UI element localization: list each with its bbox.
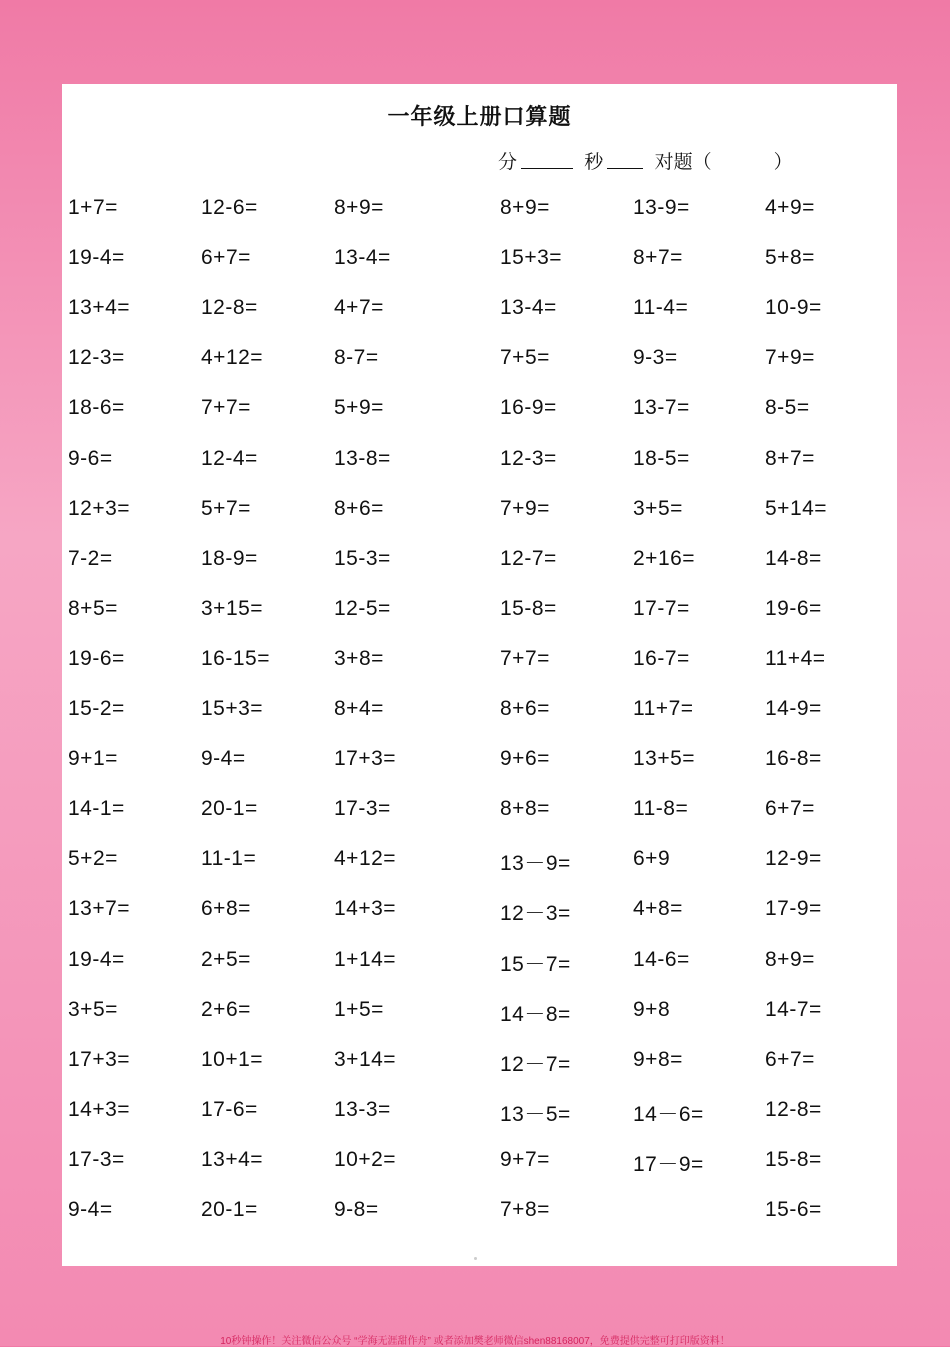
problem-r4-c4: 7+5=	[500, 346, 550, 369]
problem-r15-c6: 17-9=	[765, 897, 822, 920]
problem-r21-c2: 20-1=	[201, 1198, 258, 1221]
problem-r11-c2: 15+3=	[201, 697, 264, 720]
problem-r16-c5: 14-6=	[633, 948, 690, 971]
problem-r7-c5: 3+5=	[633, 497, 683, 520]
problem-r13-c5: 11-8=	[633, 797, 689, 820]
problem-r20-c2: 13+4=	[201, 1148, 264, 1171]
problem-r18-c2: 10+1=	[201, 1048, 264, 1071]
problem-r9-c4: 15-8=	[500, 597, 557, 620]
problem-r8-c5: 2+16=	[633, 547, 696, 570]
problem-r21-c1: 9-4=	[68, 1198, 113, 1221]
problem-r14-c3: 4+12=	[334, 847, 397, 870]
problem-r10-c5: 16-7=	[633, 647, 690, 670]
problem-r19-c3: 13-3=	[334, 1098, 391, 1121]
problem-r13-c4: 8+8=	[500, 797, 550, 820]
problem-r21-c3: 9-8=	[334, 1198, 379, 1221]
problem-r14-c6: 12-9=	[765, 847, 822, 870]
problem-r2-c5: 8+7=	[633, 246, 683, 269]
problem-r15-c2: 6+8=	[201, 897, 251, 920]
problem-r13-c2: 20-1=	[201, 797, 258, 820]
problem-r8-c4: 12-7=	[500, 547, 557, 570]
problem-r10-c3: 3+8=	[334, 647, 384, 670]
problem-r11-c4: 8+6=	[500, 697, 550, 720]
problem-r12-c5: 13+5=	[633, 747, 696, 770]
problem-r4-c2: 4+12=	[201, 346, 264, 369]
problem-r18-c5: 9+8=	[633, 1048, 683, 1071]
problem-r8-c1: 7-2=	[68, 547, 113, 570]
problem-r15-c3: 14+3=	[334, 897, 397, 920]
problem-r20-c1: 17-3=	[68, 1148, 125, 1171]
problem-r18-c4: 12－7=	[500, 1053, 571, 1076]
problem-r6-c4: 12-3=	[500, 447, 557, 470]
problem-r2-c3: 13-4=	[334, 246, 391, 269]
problem-r15-c5: 4+8=	[633, 897, 683, 920]
problem-r3-c2: 12-8=	[201, 296, 258, 319]
problem-r2-c6: 5+8=	[765, 246, 815, 269]
problem-r11-c1: 15-2=	[68, 697, 125, 720]
problem-r12-c2: 9-4=	[201, 747, 246, 770]
problem-r19-c4: 13－5=	[500, 1103, 571, 1126]
problem-r9-c2: 3+15=	[201, 597, 264, 620]
problem-r11-c6: 14-9=	[765, 697, 822, 720]
problem-r4-c3: 8-7=	[334, 346, 379, 369]
problem-r17-c1: 3+5=	[68, 998, 118, 1021]
problem-r3-c3: 4+7=	[334, 296, 384, 319]
problem-r1-c4: 8+9=	[500, 196, 550, 219]
footer-note: 10秒钟操作！关注微信公众号 “学海无涯甜作舟” 或者添加樊老师微信shen88168007，免费提供完整可打印版资料！	[220, 1336, 730, 1347]
minutes-blank	[521, 164, 573, 169]
problem-r2-c1: 19-4=	[68, 246, 125, 269]
problem-r12-c3: 17+3=	[334, 747, 397, 770]
problem-r4-c5: 9-3=	[633, 346, 678, 369]
problem-r21-c6: 15-6=	[765, 1198, 822, 1221]
worksheet-title: 一年级上册口算题	[387, 104, 572, 129]
problem-r9-c5: 17-7=	[633, 597, 690, 620]
problem-r10-c6: 11+4=	[765, 647, 826, 670]
problem-r11-c3: 8+4=	[334, 697, 384, 720]
problem-r2-c4: 15+3=	[500, 246, 563, 269]
problem-r5-c4: 16-9=	[500, 396, 557, 419]
problem-r7-c6: 5+14=	[765, 497, 828, 520]
problem-r3-c6: 10-9=	[765, 296, 822, 319]
minutes-label: 分	[498, 152, 518, 173]
problem-r10-c4: 7+7=	[500, 647, 550, 670]
problem-r3-c4: 13-4=	[500, 296, 557, 319]
close-paren: ）	[773, 152, 793, 173]
problem-r8-c3: 15-3=	[334, 547, 391, 570]
problem-r8-c6: 14-8=	[765, 547, 822, 570]
seconds-blank	[607, 164, 643, 169]
problem-r1-c2: 12-6=	[201, 196, 258, 219]
problem-r13-c3: 17-3=	[334, 797, 391, 820]
problem-r17-c2: 2+6=	[201, 998, 251, 1021]
problem-r5-c6: 8-5=	[765, 396, 810, 419]
problem-r10-c2: 16-15=	[201, 647, 270, 670]
problem-r18-c6: 6+7=	[765, 1048, 815, 1071]
problem-r16-c6: 8+9=	[765, 948, 815, 971]
problem-r14-c1: 5+2=	[68, 847, 118, 870]
problem-r19-c6: 12-8=	[765, 1098, 822, 1121]
problem-r21-c4: 7+8=	[500, 1198, 550, 1221]
problem-r6-c6: 8+7=	[765, 447, 815, 470]
problem-r17-c3: 1+5=	[334, 998, 384, 1021]
problem-r14-c2: 11-1=	[201, 847, 257, 870]
problem-r20-c4: 9+7=	[500, 1148, 550, 1171]
problem-r6-c3: 13-8=	[334, 447, 391, 470]
problem-r17-c6: 14-7=	[765, 998, 822, 1021]
page-dot	[474, 1257, 477, 1260]
problem-r10-c1: 19-6=	[68, 647, 125, 670]
problem-r7-c2: 5+7=	[201, 497, 251, 520]
problem-r5-c3: 5+9=	[334, 396, 384, 419]
problem-r5-c5: 13-7=	[633, 396, 690, 419]
problem-r12-c1: 9+1=	[68, 747, 118, 770]
problem-r7-c3: 8+6=	[334, 497, 384, 520]
problem-r13-c1: 14-1=	[68, 797, 125, 820]
problem-r20-c3: 10+2=	[334, 1148, 397, 1171]
problem-r18-c1: 17+3=	[68, 1048, 131, 1071]
problem-r6-c5: 18-5=	[633, 447, 690, 470]
problem-r6-c1: 9-6=	[68, 447, 113, 470]
problem-r3-c5: 11-4=	[633, 296, 689, 319]
problem-r2-c2: 6+7=	[201, 246, 251, 269]
problem-r16-c1: 19-4=	[68, 948, 125, 971]
problem-r4-c1: 12-3=	[68, 346, 125, 369]
problem-r13-c6: 6+7=	[765, 797, 815, 820]
problem-r3-c1: 13+4=	[68, 296, 131, 319]
problem-r20-c5: 17－9=	[633, 1153, 704, 1176]
problem-r5-c2: 7+7=	[201, 396, 251, 419]
problem-r14-c4: 13－9=	[500, 852, 571, 875]
correct-label: 对题（	[654, 152, 712, 173]
problem-r16-c3: 1+14=	[334, 948, 397, 971]
problem-r15-c4: 12－3=	[500, 902, 571, 925]
problem-r15-c1: 13+7=	[68, 897, 131, 920]
problem-r7-c1: 12+3=	[68, 497, 131, 520]
problem-r9-c1: 8+5=	[68, 597, 118, 620]
problem-r5-c1: 18-6=	[68, 396, 125, 419]
problem-r8-c2: 18-9=	[201, 547, 258, 570]
problem-r12-c6: 16-8=	[765, 747, 822, 770]
problem-r19-c1: 14+3=	[68, 1098, 131, 1121]
problem-r9-c3: 12-5=	[334, 597, 391, 620]
problem-r11-c5: 11+7=	[633, 697, 694, 720]
problem-r4-c6: 7+9=	[765, 346, 815, 369]
problem-r17-c5: 9+8	[633, 998, 671, 1021]
problem-r1-c1: 1+7=	[68, 196, 118, 219]
worksheet	[62, 84, 897, 1266]
problem-r7-c4: 7+9=	[500, 497, 550, 520]
problem-r19-c5: 14－6=	[633, 1103, 704, 1126]
problem-r16-c4: 15－7=	[500, 953, 571, 976]
problem-r6-c2: 12-4=	[201, 447, 258, 470]
timer-line	[498, 147, 793, 174]
problem-r14-c5: 6+9	[633, 847, 671, 870]
problem-r20-c6: 15-8=	[765, 1148, 822, 1171]
problem-r1-c6: 4+9=	[765, 196, 815, 219]
problem-r9-c6: 19-6=	[765, 597, 822, 620]
problem-r18-c3: 3+14=	[334, 1048, 397, 1071]
problem-r12-c4: 9+6=	[500, 747, 550, 770]
problem-r1-c3: 8+9=	[334, 196, 384, 219]
problem-r1-c5: 13-9=	[633, 196, 690, 219]
problem-r17-c4: 14－8=	[500, 1003, 571, 1026]
problem-r19-c2: 17-6=	[201, 1098, 258, 1121]
seconds-label: 秒	[584, 152, 604, 173]
problem-r16-c2: 2+5=	[201, 948, 251, 971]
